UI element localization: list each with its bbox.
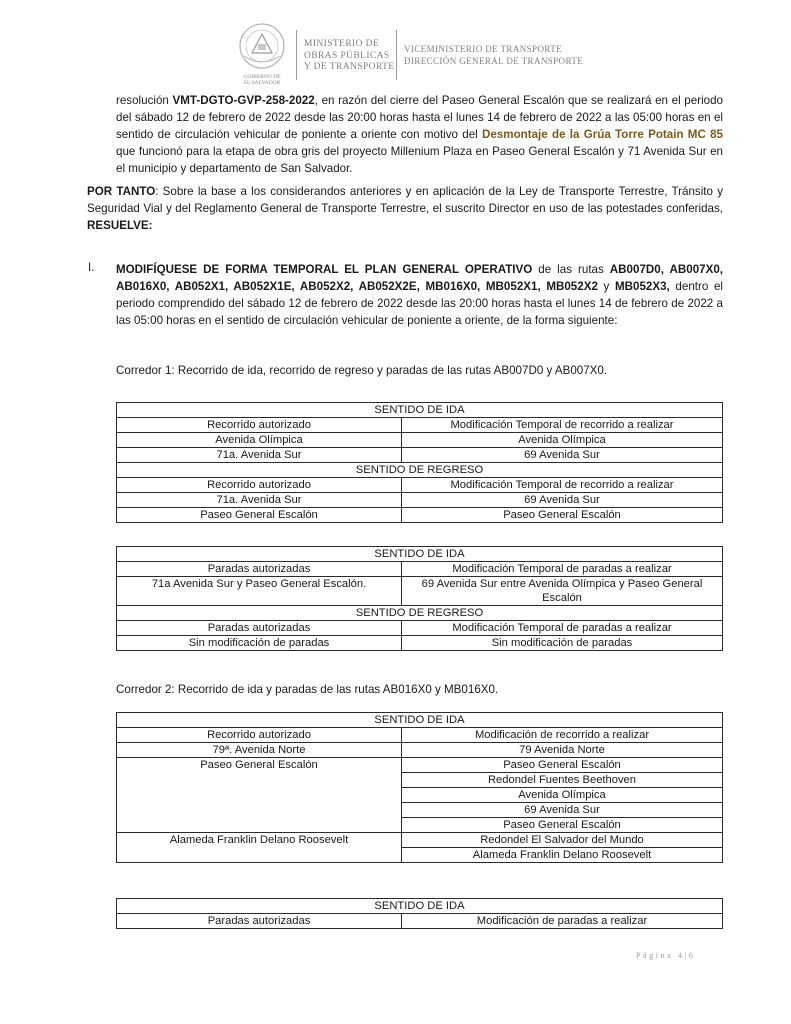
corredor2-stops-table: [116, 898, 723, 929]
intro-paragraph: [116, 92, 723, 177]
seal-caption-line1: GOBIERNO DE: [243, 74, 281, 80]
seal-caption-line2: EL SALVADOR: [243, 80, 281, 86]
resolution-number: VMT-DGTO-GVP-258-2022: [172, 94, 315, 107]
table-row: Paseo General Escalón Paseo General Escalón: [117, 758, 723, 773]
corredor1-caption: Corredor 1: Recorrido de ida, recorrido de regreso y paradas de las rutas AB007D0 y AB007X0.: [116, 364, 608, 377]
table-section-title: SENTIDO DE IDA: [117, 899, 723, 914]
total-pages: 6: [688, 951, 696, 960]
table-row: Alameda Franklin Delano Roosevelt Redondel El Salvador del Mundo: [117, 833, 723, 848]
table-section-title: SENTIDO DE REGRESO: [117, 463, 723, 478]
corredor2-caption: Corredor 2: Recorrido de ida y paradas de las rutas AB016X0 y MB016X0.: [116, 683, 499, 696]
page-label: Página: [636, 951, 674, 960]
table-row: 79ª. Avenida Norte 79 Avenida Norte: [117, 743, 723, 758]
item-number: I.: [88, 261, 95, 274]
table-row: Sin modificación de paradas Sin modificación de paradas: [117, 636, 723, 651]
table-section-title: SENTIDO DE IDA: [117, 713, 723, 728]
viceministry-line1: VICEMINISTERIO DE TRANSPORTE: [404, 44, 562, 54]
current-page: 4: [677, 951, 685, 960]
table-row: 69 Avenida Sur: [117, 803, 723, 818]
table-row: 71a Avenida Sur y Paseo General Escalón. 69 Avenida Sur entre Avenida Olímpica y Paseo General Escalón: [117, 577, 723, 606]
table-col-header: Modificación Temporal de recorrido a realizar: [402, 418, 723, 433]
table-row: Avenida Olímpica: [117, 788, 723, 803]
table-col-header: Modificación de paradas a realizar: [402, 914, 723, 929]
header-separator: [396, 30, 397, 80]
table-col-header: Modificación Temporal de paradas a realizar: [402, 562, 723, 577]
ministry-line2: OBRAS PÚBLICAS: [304, 50, 390, 61]
coat-of-arms-seal-icon: [238, 22, 286, 70]
table-section-title: SENTIDO DE IDA: [117, 547, 723, 562]
table-col-header: Modificación Temporal de recorrido a realizar: [402, 478, 723, 493]
corredor2-route-table: [116, 712, 723, 863]
table-section-title: SENTIDO DE IDA: [117, 403, 723, 418]
table-col-header: Recorrido autorizado: [117, 728, 402, 743]
viceministry-line2: DIRECCIÓN GENERAL DE TRANSPORTE: [404, 55, 584, 66]
ministry-name: [304, 39, 394, 74]
resuelve-label: RESUELVE:: [87, 219, 153, 232]
letterhead: [0, 14, 791, 84]
table-row: 71a. Avenida Sur 69 Avenida Sur: [117, 448, 723, 463]
seal-caption: [228, 74, 296, 86]
event-name: Desmontaje de la Grúa Torre Potain MC 85: [482, 128, 723, 141]
table-row: Paseo General Escalón: [117, 818, 723, 833]
route-codes-last: MB052X3,: [615, 280, 670, 293]
table-col-header: Paradas autorizadas: [117, 621, 402, 636]
table-col-header: Paradas autorizadas: [117, 562, 402, 577]
intro-text: resolución VMT-DGTO-GVP-258-2022, en razón del cierre del Paseo General Escalón que se realizará en el periodo del sábado 12 de febrero de 2022 desde las 20:00 horas hasta el lunes 14 de febrero de 2022 a las 05:00 horas en el sentido de circulación vehicular de poniente a oriente con motivo del Desmontaje de la Grúa Torre Potain MC 85 que funcionó para la etapa de obra gris del proyecto Millenium Plaza en Paseo General Escalón y 71 Avenida Sur en el municipio y departamento de San Salvador.: [116, 94, 723, 175]
table-row: Alameda Franklin Delano Roosevelt: [117, 848, 723, 863]
table-row: Paseo General Escalón Paseo General Escalón: [117, 508, 723, 523]
table-col-header: Recorrido autorizado: [117, 418, 402, 433]
ministry-line1: MINISTERIO DE: [304, 39, 380, 49]
table-row: Avenida Olímpica Avenida Olímpica: [117, 433, 723, 448]
table-col-header: Modificación de recorrido a realizar: [402, 728, 723, 743]
item1-paragraph: MODIFÍQUESE DE FORMA TEMPORAL EL PLAN GENERAL OPERATIVO de las rutas AB007D0, AB007X0, AB016X0, AB052X1, AB052X1E, AB052X2, AB052X2E, MB016X0, MB052X1, MB052X2 y MB052X3, dentro el periodo comprendido del sábado 12 de febrero de 2022 desde las 20:00 horas hasta el lunes 14 de febrero de 2022 a las 05:00 horas en el sentido de circulación vehicular de poniente a oriente, de la forma siguiente:: [116, 263, 723, 327]
table-row: 71a. Avenida Sur 69 Avenida Sur: [117, 493, 723, 508]
header-separator: [296, 30, 297, 80]
item1-heading: MODIFÍQUESE DE FORMA TEMPORAL EL PLAN GENERAL OPERATIVO: [116, 263, 533, 276]
page-number: Página 4|6: [636, 951, 696, 960]
por-tanto-paragraph: POR TANTO: Sobre la base a los considerandos anteriores y en aplicación de la Ley de Transporte Terrestre, Tránsito y Seguridad Vial y del Reglamento General de Transporte Terrestre, el suscrito Director en uso de las potestades conferidas, RESUELVE:: [87, 185, 723, 232]
table-row: Redondel Fuentes Beethoven: [117, 773, 723, 788]
table-col-header: Modificación Temporal de paradas a realizar: [402, 621, 723, 636]
corredor1-stops-table: [116, 546, 723, 651]
ministry-line3: Y DE TRANSPORTE: [304, 62, 395, 72]
viceministry-name: [404, 44, 583, 67]
table-col-header: Paradas autorizadas: [117, 914, 402, 929]
table-section-title: SENTIDO DE REGRESO: [117, 606, 723, 621]
por-tanto-label: POR TANTO: [87, 185, 156, 198]
table-col-header: Recorrido autorizado: [117, 478, 402, 493]
corredor1-route-table: [116, 402, 723, 523]
route-codes: AB007D0, AB007X0, AB016X0, AB052X1, AB052X1E, AB052X2, AB052X2E, MB016X0, MB052X1, MB052X2: [116, 263, 723, 293]
